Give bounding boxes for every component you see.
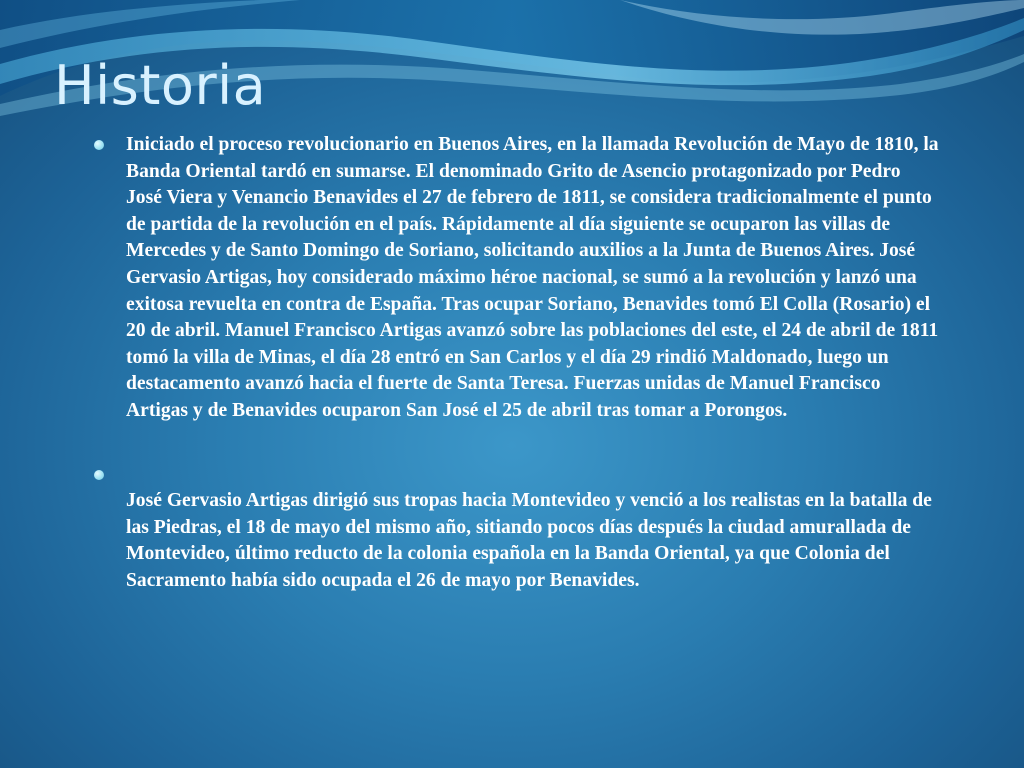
- bullet-list: [94, 132, 940, 595]
- bullet-icon: [94, 470, 104, 480]
- bullet-item: [94, 132, 940, 425]
- bullet-text: José Gervasio Artigas dirigió sus tropas hacia Montevideo y venció a los realistas en la batalla de las Piedras, el 18 de mayo del mismo año, sitiando pocos días después la ciudad amurallada de Montevideo, último reducto de la colonia española en la Banda Oriental, ya que Colonia del Sacramento había sido ocupada el 26 de mayo por Benavides.: [126, 490, 932, 591]
- bullet-icon: [94, 140, 104, 150]
- bullet-item: [94, 462, 940, 595]
- empty-line: [126, 462, 940, 489]
- bullet-text: Iniciado el proceso revolucionario en Buenos Aires, en la llamada Revolución de Mayo de 1810, la Banda Oriental tardó en sumarse. El denominado Grito de Asencio protagonizado por Pedro José Viera y Venancio Benavides el 27 de febrero de 1811, se considera tradicionalmente el punto de partida de la revolución en el país. Rápidamente al día siguiente se ocuparon las villas de Mercedes y de Santo Domingo de Soriano, solicitando auxilios a la Junta de Buenos Aires. José Gervasio Artigas, hoy considerado máximo héroe nacional, se sumó a la revolución y lanzó una exitosa revuelta en contra de España. Tras ocupar Soriano, Benavides tomó El Colla (Rosario) el 20 de abril. Manuel Francisco Artigas avanzó sobre las poblaciones del este, el 24 de abril de 1811 tomó la villa de Minas, el día 28 entró en San Carlos y el día 29 rindió Maldonado, luego un destacamento avanzó hacia el fuerte de Santa Teresa. Fuerzas unidas de Manuel Francisco Artigas y de Benavides ocuparon San José el 25 de abril tras tomar a Porongos.: [126, 134, 939, 421]
- slide-title: Historia: [54, 54, 267, 117]
